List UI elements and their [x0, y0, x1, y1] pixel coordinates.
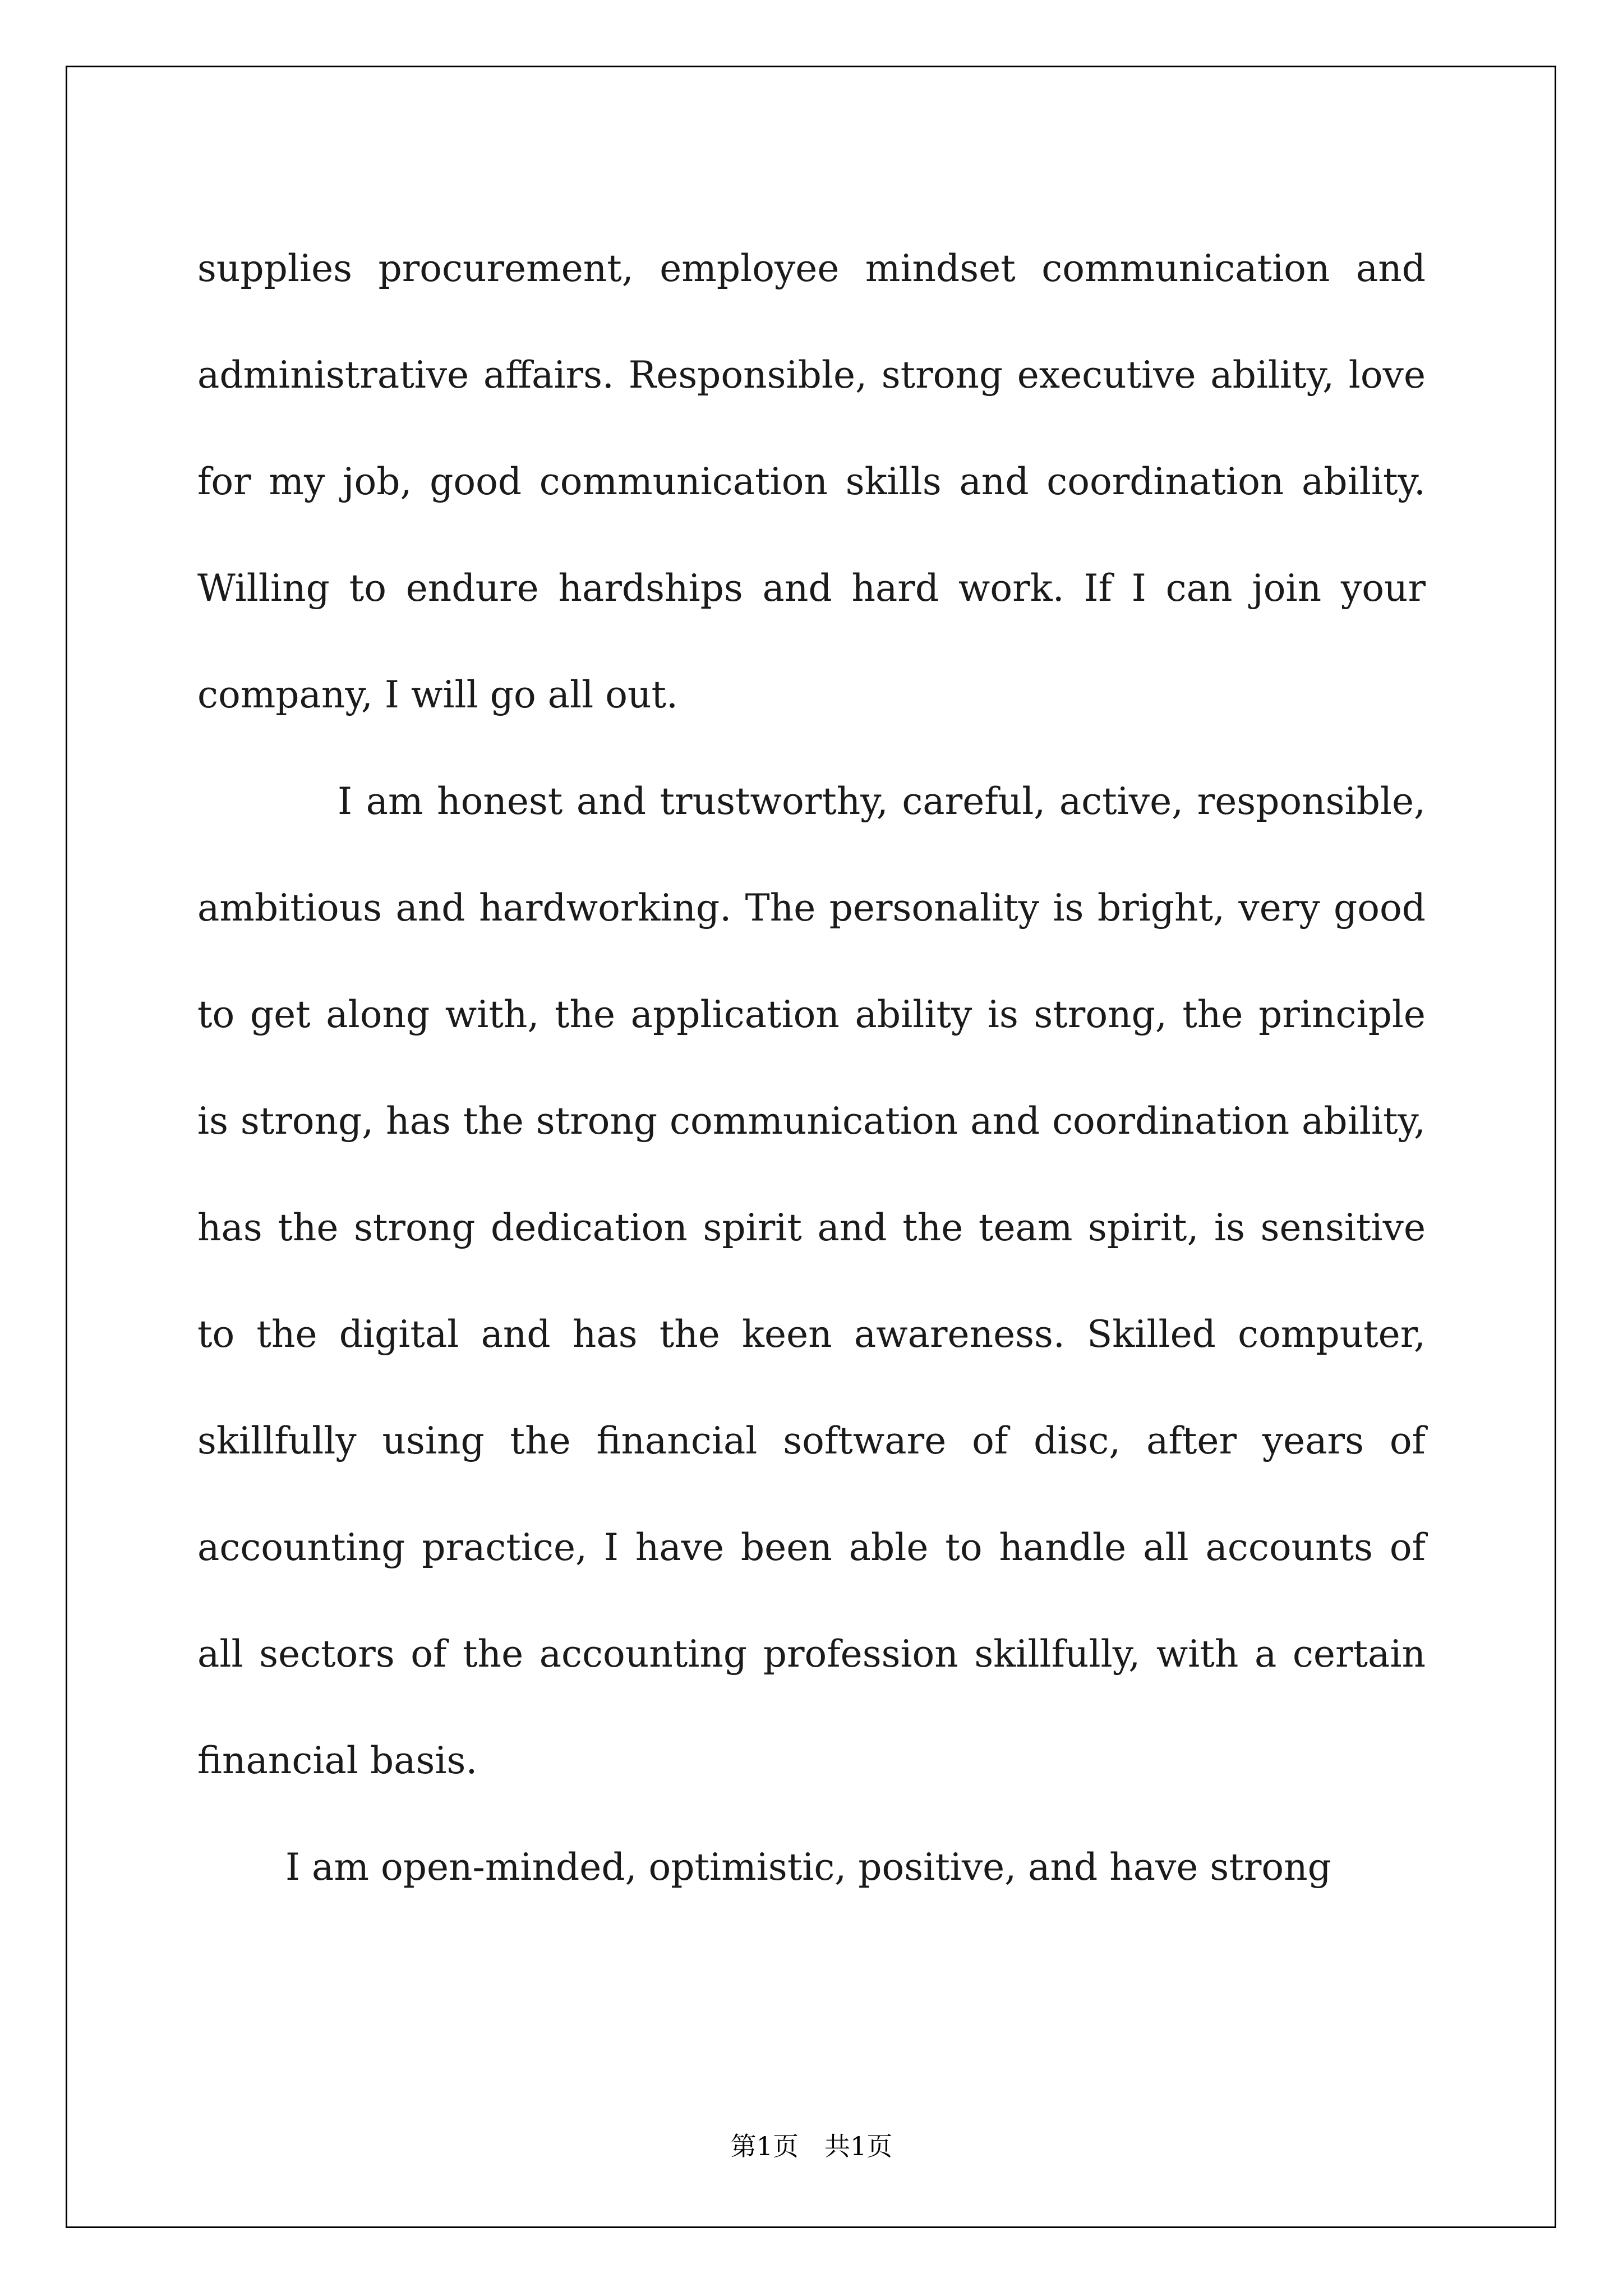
paragraph-2: I am honest and trustworthy, careful, active, responsible, ambitious and hardworking. The personality is bright, very good to get along with, the application ability is strong, the principle is strong, has the strong communication and coordination ability, has the strong dedication spirit and the team spirit, is sensitive to the digital and has the keen awareness. Skilled computer, skillfully using the financial software of disc, after years of accounting practice, I have been able to handle all accounts of all sectors of the accounting profession skillfully, with a certain financial basis.	[197, 780, 1426, 1782]
paragraph-1: supplies procurement, employee mindset communication and administrative affairs. Responsible, strong executive ability, love for my job, good communication skills and coordination ability. Willing to endure hardships and hard work. If I can join your company, I will go all out.	[197, 247, 1426, 716]
document-body	[197, 215, 1426, 1921]
page-number-footer: 第1页 共1页	[730, 2131, 893, 2161]
paragraph-3: I am open-minded, optimistic, positive, and have strong	[285, 1846, 1331, 1889]
